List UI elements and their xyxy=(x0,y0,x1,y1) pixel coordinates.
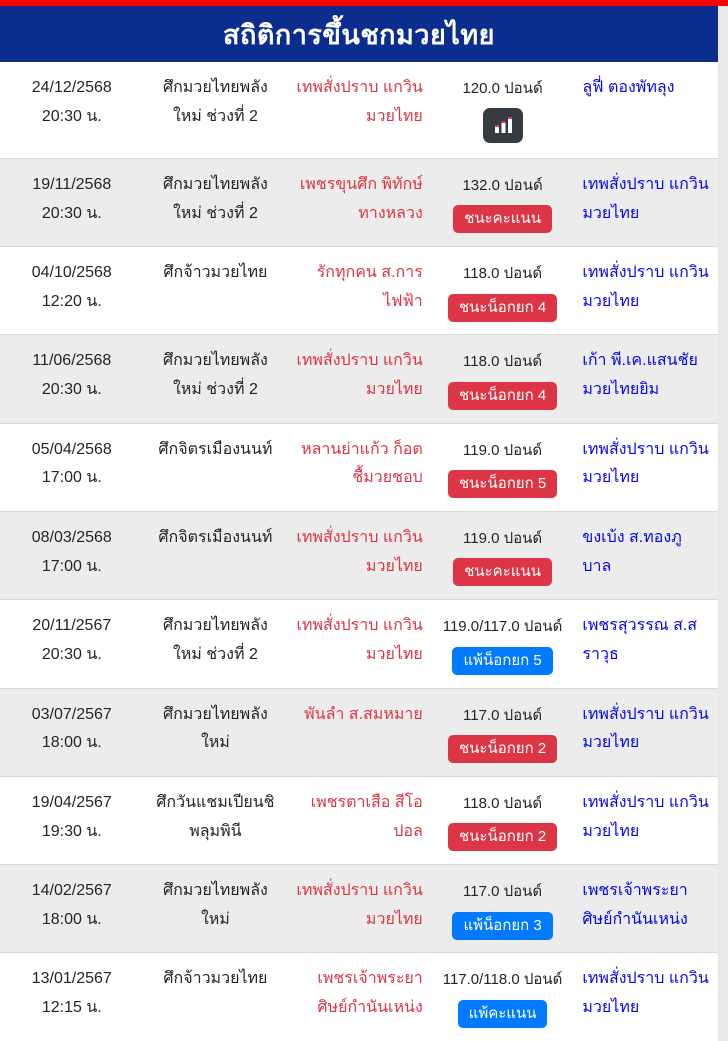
fight-row xyxy=(0,688,718,776)
blue-fighter-link[interactable]: เทพสั่งปราบ แกวิน มวยไทย xyxy=(582,175,709,222)
win-result-badge: ชนะน็อกยก 4 xyxy=(448,294,557,322)
date-cell xyxy=(0,424,144,506)
weight-label: 118.0 ปอนด์ xyxy=(463,353,543,371)
weight-label: 119.0/117.0 ปอนด์ xyxy=(442,618,563,636)
result-slot xyxy=(439,375,567,411)
fight-row xyxy=(0,511,718,599)
win-result-badge: ชนะน็อกยก 2 xyxy=(448,735,557,763)
event-name: ศึกจ้าวมวยไทย xyxy=(163,264,268,282)
blue-fighter-link[interactable]: เทพสั่งปราบ แกวิน มวยไทย xyxy=(582,440,709,487)
fight-stats-panel xyxy=(0,6,718,1041)
fight-row xyxy=(0,864,718,952)
result-slot xyxy=(439,102,567,146)
result-slot xyxy=(439,816,567,852)
red-fighter-link[interactable]: เทพสั่งปราบ แกวิน มวยไทย xyxy=(296,617,423,664)
blue-fighter-link[interactable]: เก้า พี.เค.แสนชัย มวยไทยยิม xyxy=(582,352,698,399)
fight-time: 17:00 น. xyxy=(41,557,102,575)
weight-cell xyxy=(431,777,575,864)
loss-result-badge: แพ้น็อกยก 5 xyxy=(452,647,552,675)
weight-cell xyxy=(431,247,575,334)
blue-fighter-link[interactable]: เทพสั่งปราบ แกวิน มวยไทย xyxy=(582,705,709,752)
fight-row xyxy=(0,599,718,687)
event-name: ศึกมวยไทยพลังใหม่ ช่วงที่ 2 xyxy=(162,352,268,399)
red-fighter-link[interactable]: รักทุกคน ส.การไฟฟ้า xyxy=(316,264,423,310)
date-cell xyxy=(0,335,144,417)
weight-label: 117.0 ปอนด์ xyxy=(463,883,543,901)
event-name: ศึกจิตรเมืองนนท์ xyxy=(158,528,273,546)
fight-time: 20:30 น. xyxy=(41,204,102,222)
event-name: ศึกวันแชมเปียนชิพลุมพินี xyxy=(156,793,275,840)
event-name: ศึกมวยไทยพลังใหม่ ช่วงที่ 2 xyxy=(162,175,268,222)
weight-label: 117.0/118.0 ปอนด์ xyxy=(442,971,563,989)
fight-table xyxy=(0,62,718,1041)
loss-result-badge: แพ้น็อกยก 3 xyxy=(452,912,552,940)
date-cell xyxy=(0,159,144,241)
red-fighter-link[interactable]: เพชรตาเสือ สีโอปอล xyxy=(310,793,423,840)
date-cell xyxy=(0,689,144,771)
blue-fighter-link[interactable]: เพชรเจ้าพระยา ศิษย์กำนันเหน่ง xyxy=(582,882,688,928)
fight-time: 12:15 น. xyxy=(41,999,102,1017)
fight-time: 17:00 น. xyxy=(41,469,102,487)
date-cell xyxy=(0,512,144,594)
fight-row xyxy=(0,423,718,511)
fight-time: 12:20 น. xyxy=(41,292,102,310)
result-slot xyxy=(439,463,567,499)
fight-date: 20/11/2567 xyxy=(32,617,112,635)
fight-date: 05/04/2568 xyxy=(31,440,112,458)
result-slot xyxy=(439,728,567,764)
result-slot xyxy=(439,993,567,1029)
event-name: ศึกมวยไทยพลังใหม่ ช่วงที่ 2 xyxy=(162,79,268,125)
win-result-badge: ชนะน็อกยก 5 xyxy=(448,470,557,498)
date-cell xyxy=(0,953,144,1035)
blue-fighter-link[interactable]: ลูฟี่ ตองพัทลุง xyxy=(582,79,675,96)
red-fighter-link[interactable]: หลานย่าแก้ว ก็อต ชื้มวยชอบ xyxy=(301,440,423,487)
fight-row xyxy=(0,246,718,334)
fight-date: 14/02/2567 xyxy=(31,882,112,900)
date-cell xyxy=(0,247,144,329)
weight-label: 120.0 ปอนด์ xyxy=(462,80,543,97)
result-slot xyxy=(439,551,567,587)
fight-date: 13/01/2567 xyxy=(31,970,112,988)
stats-chart-button[interactable] xyxy=(483,108,523,143)
event-name: ศึกจิตรเมืองนนท์ xyxy=(158,440,273,458)
fight-date: 04/10/2568 xyxy=(31,264,112,282)
red-fighter-link[interactable]: พันลำ ส.สมหมาย xyxy=(304,705,423,723)
weight-label: 117.0 ปอนด์ xyxy=(463,706,543,724)
fight-time: 18:00 น. xyxy=(41,734,102,752)
fight-date: 19/04/2567 xyxy=(31,793,112,811)
date-cell xyxy=(0,600,144,682)
fight-time: 20:30 น. xyxy=(41,107,102,125)
fight-time: 18:00 น. xyxy=(41,910,102,928)
result-slot xyxy=(439,640,567,676)
bar-chart-icon xyxy=(492,115,514,135)
date-cell xyxy=(0,865,144,947)
weight-cell xyxy=(431,159,575,246)
event-name: ศึกจ้าวมวยไทย xyxy=(163,970,268,988)
fight-date: 24/12/2568 xyxy=(31,79,112,96)
blue-fighter-link[interactable]: เทพสั่งปราบ แกวิน มวยไทย xyxy=(582,793,709,840)
weight-label: 132.0 ปอนด์ xyxy=(462,176,543,194)
blue-fighter-link[interactable]: เทพสั่งปราบ แกวิน มวยไทย xyxy=(582,970,709,1017)
fight-row xyxy=(0,952,718,1040)
fight-date: 03/07/2567 xyxy=(31,705,112,723)
red-fighter-link[interactable]: เพชรเจ้าพระยา ศิษย์กำนันเหน่ง xyxy=(317,970,423,1017)
weight-cell xyxy=(431,512,575,599)
panel-header xyxy=(0,6,718,62)
weight-cell xyxy=(431,865,575,952)
fight-time: 19:30 น. xyxy=(41,822,102,840)
red-fighter-link[interactable]: เทพสั่งปราบ แกวิน มวยไทย xyxy=(296,352,423,399)
fight-time: 20:30 น. xyxy=(41,381,102,399)
fight-row xyxy=(0,776,718,864)
page-title: สถิติการขึ้นชกมวยไทย xyxy=(223,19,495,50)
event-name: ศึกมวยไทยพลังใหม่ xyxy=(162,705,268,752)
weight-label: 119.0 ปอนด์ xyxy=(463,441,543,459)
event-name: ศึกมวยไทยพลังใหม่ xyxy=(162,882,268,928)
result-slot xyxy=(439,905,567,941)
fight-date: 19/11/2568 xyxy=(32,175,112,193)
red-fighter-link[interactable]: เทพสั่งปราบ แกวิน มวยไทย xyxy=(296,528,423,575)
weight-cell xyxy=(431,424,575,511)
fight-time: 20:30 น. xyxy=(41,646,102,664)
red-fighter-link[interactable]: เทพสั่งปราบ แกวิน มวยไทย xyxy=(296,79,423,125)
fight-row xyxy=(0,158,718,246)
result-slot xyxy=(439,287,567,323)
win-result-badge: ชนะคะแนน xyxy=(453,205,552,233)
win-result-badge: ชนะคะแนน xyxy=(453,558,552,586)
win-result-badge: ชนะน็อกยก 4 xyxy=(448,382,557,410)
weight-label: 119.0 ปอนด์ xyxy=(463,529,543,547)
weight-cell xyxy=(431,62,575,158)
win-result-badge: ชนะน็อกยก 2 xyxy=(448,823,557,851)
fight-row xyxy=(0,62,718,158)
blue-fighter-link[interactable]: ขงเบ้ง ส.ทองภูบาล xyxy=(582,528,682,575)
result-slot xyxy=(439,198,567,234)
red-fighter-link[interactable]: เทพสั่งปราบ แกวิน มวยไทย xyxy=(296,882,423,928)
weight-cell xyxy=(431,953,575,1040)
event-name: ศึกมวยไทยพลังใหม่ ช่วงที่ 2 xyxy=(162,617,268,664)
fight-row xyxy=(0,334,718,422)
loss-result-badge: แพ้คะแนน xyxy=(458,1000,548,1028)
weight-label: 118.0 ปอนด์ xyxy=(463,794,543,812)
red-fighter-link[interactable]: เพชรขุนศึก พิทักษ์ทางหลวง xyxy=(299,175,423,222)
fight-date: 11/06/2568 xyxy=(32,352,112,370)
date-cell xyxy=(0,777,144,859)
weight-cell xyxy=(431,600,575,687)
blue-fighter-link[interactable]: เพชรสุวรรณ ส.สราวุธ xyxy=(582,617,698,664)
weight-label: 118.0 ปอนด์ xyxy=(463,265,543,283)
fight-date: 08/03/2568 xyxy=(31,528,112,546)
weight-cell xyxy=(431,335,575,422)
weight-cell xyxy=(431,689,575,776)
date-cell xyxy=(0,62,144,144)
blue-fighter-link[interactable]: เทพสั่งปราบ แกวิน มวยไทย xyxy=(582,264,709,310)
